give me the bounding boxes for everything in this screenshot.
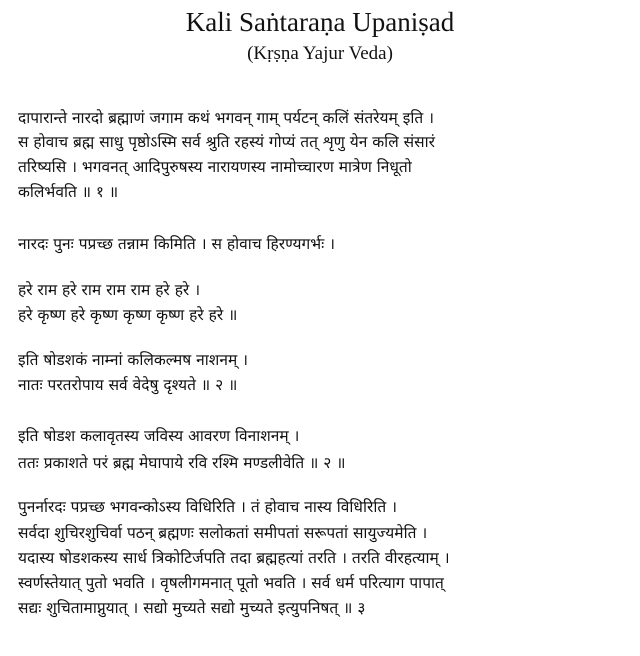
verse-line: नारदः पुनः पप्रच्छ तन्नाम किमिति । स होवाच हिरण्यगर्भः । [18,235,336,253]
verse-line: नातः परतरोपाय सर्व वेदेषु दृश्यते ॥ २ ॥ [18,376,238,394]
verse-line: स्वर्णस्तेयात् पुतो भवति । वृषलीगमनात् पूतो भवति । सर्व धर्म परित्याग पापात् [18,574,444,592]
verse-line: इति षोडशकं नाम्नां कलिकल्मष नाशनम् । [18,351,249,369]
verse-line: पुनर्नारदः पप्रच्छ भगवन्कोऽस्य विधिरिति । तं होवाच नास्य विधिरिति । [18,498,397,516]
verse-line: ततः प्रकाशते परं ब्रह्म मेघापाये रवि रश्मि मण्डलीवेति ॥ २ ॥ [18,454,346,472]
verse-line: दापारान्ते नारदो ब्रह्माणं जगाम कथं भगवन् गाम् पर्यटन् कलिं संतरेयम् इति । [18,109,434,127]
mantra-line: हरे राम हरे राम राम राम हरे हरे । [18,281,201,299]
mantra-line: हरे कृष्ण हरे कृष्ण कृष्ण कृष्ण हरे हरे ॥ [18,306,238,324]
verse-line: यदास्य षोडशकस्य सार्ध त्रिकोटिर्जपति तदा ब्रह्महत्यां तरति । तरति वीरहत्याम् । [18,549,450,567]
verse-line: इति षोडश कलावृतस्य जविस्य आवरण विनाशनम् । [18,427,300,445]
page-title: Kali Saṅtaraṇa Upaniṣad [185,7,455,37]
verse-line: सर्वदा शुचिरशुचिर्वा पठन् ब्रह्मणः सलोकतां समीपतां सरूपतां सायुज्यमेति । [18,524,428,542]
verse-line: कलिर्भवति ॥ १ ॥ [18,183,119,201]
page-subtitle: (Kṛṣṇa Yajur Veda) [247,43,393,64]
verse-line: तरिष्यसि । भगवनत् आदिपुरुषस्य नारायणस्य नामोच्चारण मात्रेण निधूतो [18,158,412,176]
verse-line: सद्यः शुचितामाप्नुयात् । सद्यो मुच्यते सद्यो मुच्यते इत्युपनिषत् ॥ ३ [18,599,366,617]
verse-line: स होवाच ब्रह्म साधु पृष्ठोऽस्मि सर्व श्रुति रहस्यं गोप्यं तत् शृणु येन कलि संसारं [18,133,435,151]
